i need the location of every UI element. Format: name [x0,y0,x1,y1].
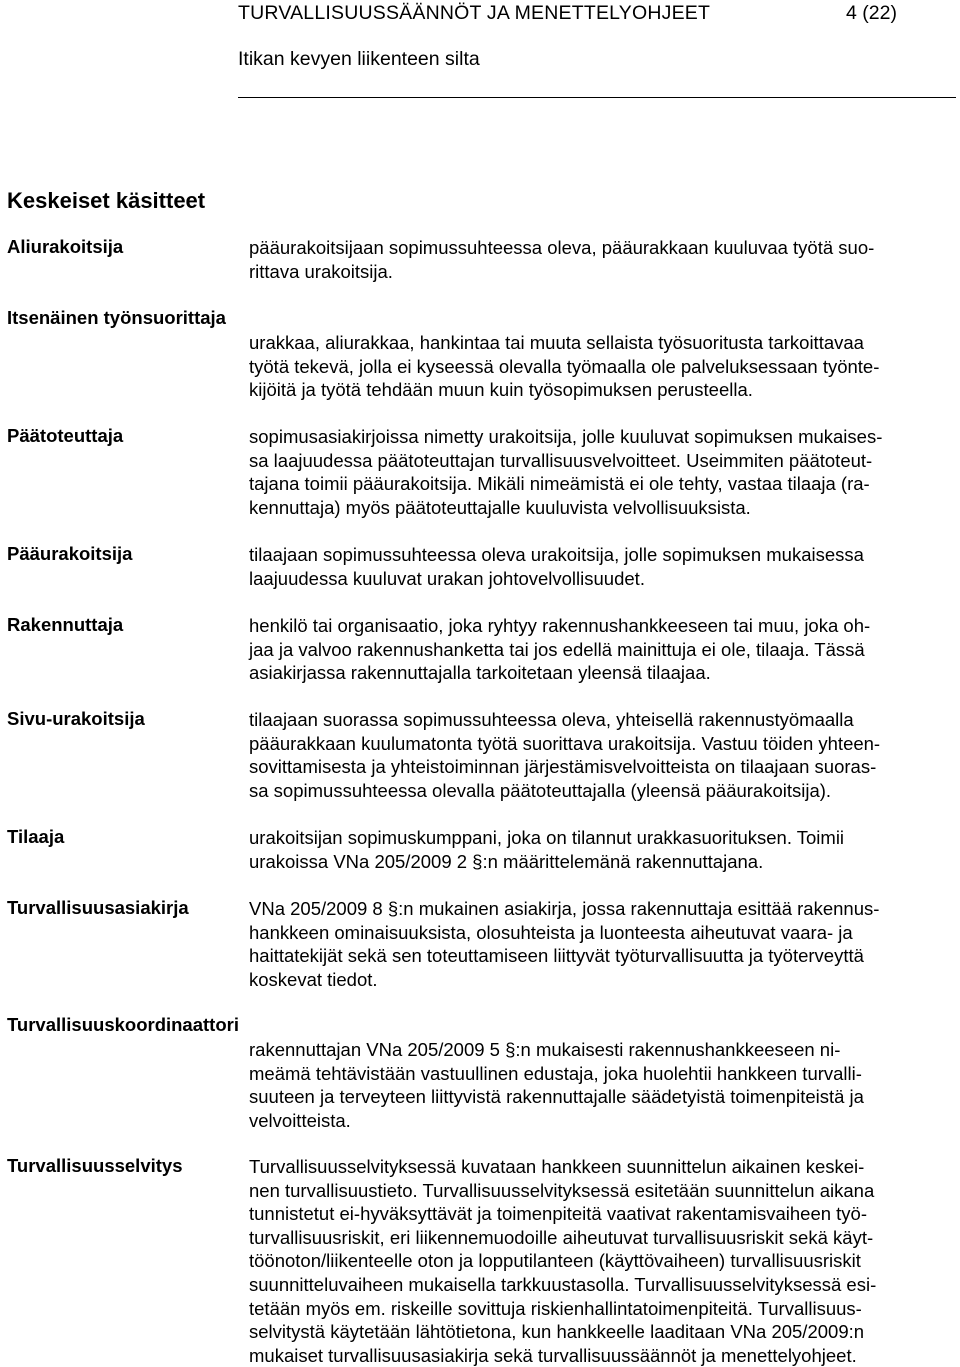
definition-line: urakoissa VNa 205/2009 2 §:n määrittelemänä rakennuttajana. [249,850,764,872]
term-paaurakoitsija: Pääurakoitsija [7,543,133,564]
definition-line: sa sopimussuhteessa olevalla päätoteuttajalla (yleensä pääurakoitsija). [249,779,832,801]
section-title: Keskeiset käsitteet [7,188,206,213]
term-aliurakoitsija: Aliurakoitsija [7,236,124,257]
definition-line: haittatekijät sekä sen toteuttamiseen liittyvät työturvallisuutta ja työterveyttä [249,945,864,967]
definition-line: sovittamisesta ja yhteistoiminnan järjestämisvelvoitteista on tilaajaan suoras- [249,756,877,778]
definition-line: sa laajuudessa päätoteuttajan turvallisuusvelvoitteet. Useimmiten päätoteut- [249,449,873,471]
definition-line: meämä tehtävistään vastuullinen edustaja, joka huolehtii hankkeen turvalli- [249,1062,862,1084]
definition-paaurakoitsija [249,543,864,590]
term-turvallisuuskoordinaattori: Turvallisuuskoordinaattori [7,1014,239,1035]
definition-line: Turvallisuusselvityksessä kuvataan hankkeen suunnittelun aikainen keskei- [249,1156,865,1177]
definition-line: turvallisuusriskit, eri liikennemuodoille aiheutuvat turvallisuusriskit sekä käyt- [249,1226,874,1248]
definition-tilaaja [249,826,844,873]
term-turvallisuusselvitys: Turvallisuusselvitys [7,1155,183,1176]
definition-line: nen turvallisuustieto. Turvallisuusselvityksessä esitetään suunnittelun aikana [249,1179,875,1201]
header-divider [238,97,956,98]
definition-itsenainen-tyonsuorittaja [249,331,879,402]
definition-line: henkilö tai organisaatio, joka ryhtyy rakennushankkeeseen tai muu, joka oh- [249,615,871,636]
definition-line: tilaajaan suorassa sopimussuhteessa oleva, yhteisellä rakennustyömaalla [249,709,854,730]
term-turvallisuusasiakirja: Turvallisuusasiakirja [7,897,189,918]
definition-line: hankkeen ominaisuuksista, olosuhteista ja luonteesta aiheutuvat vaara- ja [249,921,853,943]
definition-line: töönoton/liikenteelle oton ja lopputilanteen (käyttövaiheen) turvallisuusriskit [249,1250,861,1272]
definition-line: velvoitteista. [249,1109,351,1131]
definition-line: pääurakkaan kuulumatonta työtä suorittava urakoitsija. Vastuu töiden yhteen- [249,732,881,754]
definition-line: VNa 205/2009 8 §:n mukainen asiakirja, jossa rakennuttaja esittää rakennus- [249,898,880,919]
definition-aliurakoitsija [249,236,874,283]
definition-rakennuttaja [249,614,870,685]
term-itsenainen-tyonsuorittaja: Itsenäinen työnsuorittaja [7,307,226,328]
definition-line: sopimusasiakirjoissa nimetty urakoitsija, jolle kuuluvat sopimuksen mukaises- [249,426,883,447]
definition-line: urakoitsijan sopimuskumppani, joka on tilannut urakkasuorituksen. Toimii [249,827,845,848]
document-header-subtitle: Itikan kevyen liikenteen silta [238,48,480,70]
definition-line: rittava urakoitsija. [249,260,393,282]
definition-line: tilaajaan sopimussuhteessa oleva urakoitsija, jolle sopimuksen mukaisessa [249,544,864,565]
definition-line: urakkaa, aliurakkaa, hankintaa tai muuta sellaista työsuoritusta tarkoittavaa [249,332,864,353]
definition-line: rakennuttajan VNa 205/2009 5 §:n mukaisesti rakennushankkeeseen ni- [249,1039,841,1060]
definition-line: selvitystä käytetään lähtötietona, kun hankkeelle laaditaan VNa 205/2009:n [249,1321,865,1343]
definition-line: tetään myös em. riskeille sovittuja riskienhallintatoimenpiteitä. Turvallisuus- [249,1297,862,1319]
definition-line: laajuudessa kuuluvat urakan johtovelvollisuudet. [249,567,645,589]
definition-line: kennuttaja) myös päätoteuttajalle kuuluvista velvollisuuksista. [249,496,751,518]
definition-paatoteuttaja [249,425,882,519]
document-header-title: TURVALLISUUSSÄÄNNÖT JA MENETTELYOHJEET [238,2,711,24]
definition-line: asiakirjassa rakennuttajalla tarkoitetaan yleensä tilaajaa. [249,662,711,684]
definition-line: pääurakoitsijaan sopimussuhteessa oleva, pääurakkaan kuuluvaa työtä suo- [249,237,875,258]
definition-line: kijöitä ja työtä tehdään muun kuin työsopimuksen perusteella. [249,379,753,401]
definition-line: koskevat tiedot. [249,968,378,990]
definition-line: jaa ja valvoo rakennushanketta tai jos edellä mainittuja ei ole, tilaaja. Tässä [249,638,865,660]
definition-line: mukaiset turvallisuusasiakirja sekä turvallisuussäännöt ja menettelyohjeet. [249,1344,857,1366]
definition-line: suunnitteluvaiheen mukaisella tarkkuustasolla. Turvallisuusselvityksessä esi- [249,1273,877,1295]
term-rakennuttaja: Rakennuttaja [7,614,124,635]
definition-turvallisuusselvitys [249,1155,876,1367]
definition-line: työtä tekevä, jolla ei kyseessä olevalla työmaalla ole palveluksessaan työnte- [249,355,880,377]
definition-line: suuteen ja terveyteen liittyvistä rakennuttajalle säädetyistä toimenpiteistä ja [249,1086,864,1108]
term-tilaaja: Tilaaja [7,826,65,847]
definition-line: tunnistetut ei-hyväksyttävät ja toimenpiteitä vaativat rakentamisvaiheen työ- [249,1203,868,1225]
term-sivu-urakoitsija: Sivu-urakoitsija [7,708,145,729]
definition-sivu-urakoitsija [249,708,880,802]
term-paatoteuttaja: Päätoteuttaja [7,425,124,446]
definition-turvallisuusasiakirja [249,897,879,991]
definition-turvallisuuskoordinaattori [249,1038,864,1132]
page-number: 4 (22) [846,2,897,24]
definition-line: tajana toimii pääurakoitsija. Mikäli nimeämistä ei ole tehty, vastaa tilaaja (ra- [249,473,870,495]
